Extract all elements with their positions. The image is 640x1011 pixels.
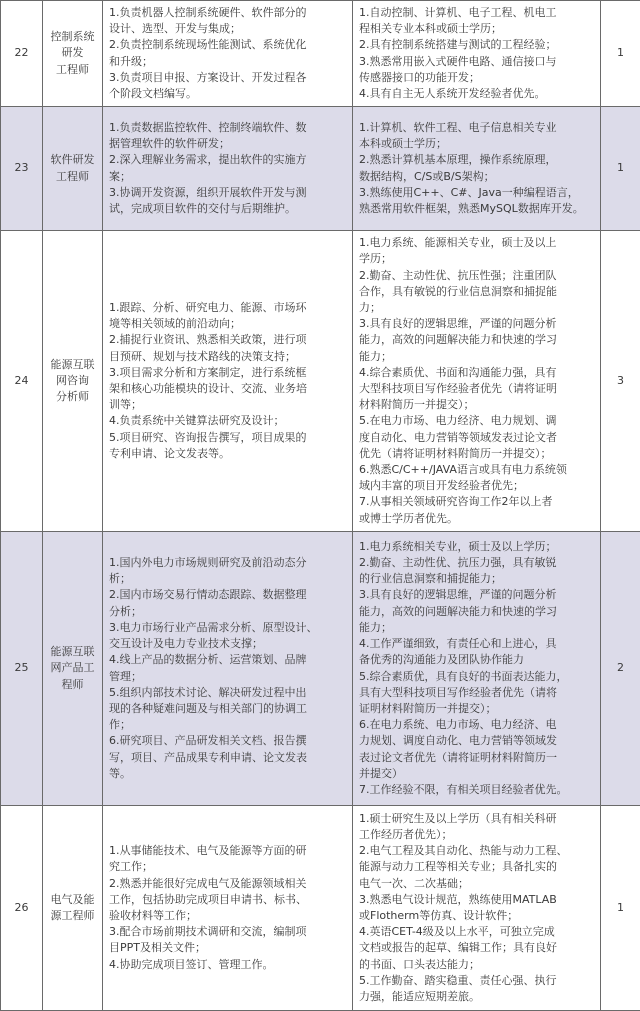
requirement-line: 或博士学历者优先。 xyxy=(359,511,458,525)
position-title-line: 控制系统 xyxy=(50,30,95,44)
requirement-line: 能力，高效的问题解决能力和快速的学习 xyxy=(359,604,557,618)
requirement-line: 文档或报告的起草、编辑工作；具有良好 xyxy=(359,941,557,955)
position-title xyxy=(43,806,103,1011)
duty-line: 1.负责数据监控软件、控制终端软件、数 xyxy=(109,120,307,134)
duty-line: 1.从事储能技术、电气及能源等方面的研 xyxy=(109,844,307,858)
requirement-line: 1.电力系统相关专业，硕士及以上学历； xyxy=(359,539,557,553)
requirement-line: 材料附简历一并提交）； xyxy=(359,398,475,412)
requirement-line: 5.在电力市场、电力经济、电力规划、调 xyxy=(359,414,557,428)
duty-line: 境等相关领域的前沿动向； xyxy=(109,317,241,331)
position-title-line: 网咨询 xyxy=(56,373,89,387)
requirement-line: 2.勤奋、主动性优、抗压性强；注重团队 xyxy=(359,268,557,282)
duty-line: 架和核心功能模块的设计、交流、业务培 xyxy=(109,382,307,395)
job-duties xyxy=(103,1,353,107)
duty-line: 据管理软件的软件研发； xyxy=(109,137,230,151)
requirement-line: 的行业信息洞察和捕捉能力； xyxy=(359,572,502,586)
position-title-line: 程师 xyxy=(61,677,84,691)
duty-line: 作； xyxy=(109,718,131,732)
duty-line: 案； xyxy=(109,169,131,183)
duty-line: 试，完成项目软件的交付与后期维护。 xyxy=(109,201,296,215)
duty-line: 究工作； xyxy=(109,860,153,874)
table-row xyxy=(1,806,640,1011)
requirement-line: 1.自动控制、计算机、电子工程、机电工 xyxy=(359,5,557,19)
requirement-line: 2.熟悉计算机基本原理，操作系统原理， xyxy=(359,153,557,167)
duty-line: 4.负责系统中关键算法研究及设计； xyxy=(109,414,285,428)
position-title-line: 分析师 xyxy=(56,390,89,404)
job-table-body xyxy=(1,1,640,1011)
duty-line: 1.跟踪、分析、研究电力、能源、市场环 xyxy=(109,300,307,314)
requirement-line: 能力，高效的问题解决能力和快速的学习 xyxy=(359,333,557,347)
requirement-line: 的书面、口头表达能力； xyxy=(359,957,480,971)
requirement-line: 4.工作严谨细致，有责任心和上进心，具 xyxy=(359,637,557,651)
duty-line: 和升级； xyxy=(109,54,153,68)
requirement-line: 1.计算机、软件工程、电子信息相关专业 xyxy=(359,120,557,134)
requirement-line: 3.熟悉常用嵌入式硬件电路、通信接口与 xyxy=(359,54,557,68)
job-requirements xyxy=(353,107,601,231)
requirement-line: 电气一次、二次基础； xyxy=(359,876,469,890)
requirement-line: 力； xyxy=(359,300,381,314)
duty-line: 等。 xyxy=(109,766,131,780)
requirement-line: 2.电气工程及其自动化、热能与动力工程、 xyxy=(359,844,568,858)
position-title-line: 软件研发 xyxy=(50,153,95,167)
position-title xyxy=(43,1,103,107)
duty-line: 2.捕捉行业资讯、熟悉相关政策，进行项 xyxy=(109,333,307,347)
duty-line: 4.协助完成项目签订、管理工作。 xyxy=(109,957,274,971)
requirement-line: 1.电力系统、能源相关专业，硕士及以上 xyxy=(359,236,557,250)
requirement-line: 力规划、调度自动化、电力营销等领域发 xyxy=(359,734,557,748)
row-number: 23 xyxy=(1,107,43,231)
row-number: 25 xyxy=(1,532,43,806)
table-row xyxy=(1,532,640,806)
requirement-line: 学历； xyxy=(359,252,392,266)
duty-line: 管理； xyxy=(109,669,142,683)
position-title-line: 源工程师 xyxy=(50,909,95,922)
requirement-line: 3.具有良好的逻辑思维，严谨的问题分析 xyxy=(359,317,557,331)
duty-line: 个阶段文档编写。 xyxy=(109,86,197,100)
requirement-line: 6.熟悉C/C++/JAVA语言或具有电力系统领 xyxy=(359,463,567,477)
headcount: 1 xyxy=(601,107,640,231)
requirement-line: 3.熟悉电气设计规范，熟练使用MATLAB xyxy=(359,892,557,906)
position-title xyxy=(43,107,103,231)
requirement-line: 3.具有良好的逻辑思维，严谨的问题分析 xyxy=(359,588,557,602)
duty-line: 6.研究项目、产品研发相关文档、报告撰 xyxy=(109,734,307,748)
duty-line: 2.负责控制系统现场性能测试、系统优化 xyxy=(109,38,307,52)
requirement-line: 熟悉常用软件框架，熟悉MySQL数据库开发。 xyxy=(359,201,584,215)
position-title-line: 网产品工 xyxy=(50,661,95,675)
position-title xyxy=(43,231,103,532)
requirement-line: 4.英语CET-4级及以上水平，可独立完成 xyxy=(359,925,555,939)
duty-line: 交互设计及电力专业技术支撑； xyxy=(109,637,263,651)
position-title-line: 能源互联 xyxy=(50,357,95,371)
requirement-line: 或Flotherm等仿真、设计软件； xyxy=(359,909,519,922)
duty-line: 3.配合市场前期技术调研和交流，编制项 xyxy=(109,925,307,939)
duty-line: 2.熟悉并能很好完成电气及能源领域相关 xyxy=(109,876,307,890)
duty-line: 4.线上产品的数据分析、运营策划、品牌 xyxy=(109,653,307,667)
duty-line: 目预研、规划与技术路线的决策支持； xyxy=(109,349,296,363)
duty-line: 2.国内市场交易行情动态跟踪、数据整理 xyxy=(109,588,307,602)
job-duties xyxy=(103,231,353,532)
duty-line: 设计、选型、开发与集成； xyxy=(109,22,241,36)
duty-line: 工作，包括协助完成项目申请书、标书、 xyxy=(109,892,307,906)
requirement-line: 传感器接口的功能开发； xyxy=(359,70,480,84)
requirement-line: 数据结构，C/S或B/S架构； xyxy=(359,169,495,183)
requirement-line: 表过论文者优先（请将证明材料附简历一 xyxy=(359,750,557,764)
requirement-line: 并提交） xyxy=(359,766,403,780)
duty-line: 现的各种疑难问题及与相关部门的协调工 xyxy=(109,701,307,715)
job-requirements xyxy=(353,806,601,1011)
requirement-line: 6.在电力系统、电力市场、电力经济、电 xyxy=(359,718,557,732)
job-requirements xyxy=(353,1,601,107)
position-title-line: 工程师 xyxy=(56,169,89,183)
row-number: 26 xyxy=(1,806,43,1011)
requirement-line: 2.勤奋、主动性优、抗压力强，具有敏锐 xyxy=(359,556,557,570)
requirement-line: 度自动化、电力营销等领域发表过论文者 xyxy=(359,430,557,444)
duty-line: 5.组织内部技术讨论、解决研发过程中出 xyxy=(109,685,307,699)
requirement-line: 大型科技项目写作经验者优先（请将证明 xyxy=(359,382,557,395)
requirement-line: 本科或硕士学历； xyxy=(359,137,447,151)
duty-line: 3.项目需求分析和方案制定，进行系统框 xyxy=(109,365,307,379)
requirement-line: 2.具有控制系统搭建与测试的工程经验； xyxy=(359,38,557,52)
requirement-line: 程相关专业本科或硕士学历； xyxy=(359,22,502,36)
duty-line: 分析； xyxy=(109,604,142,618)
position-title-line: 电气及能 xyxy=(50,892,95,906)
duty-line: 2.深入理解业务需求，提出软件的实施方 xyxy=(109,153,307,167)
table-row xyxy=(1,107,640,231)
duty-line: 专利申请、论文发表等。 xyxy=(109,446,230,460)
job-duties xyxy=(103,532,353,806)
position-title-line: 研发 xyxy=(61,46,84,60)
headcount: 1 xyxy=(601,806,640,1011)
table-row xyxy=(1,1,640,107)
requirement-line: 合作，具有敏锐的行业信息洞察和捕捉能 xyxy=(359,284,557,298)
requirement-line: 4.具有自主无人系统开发经验者优先。 xyxy=(359,86,546,100)
position-title-line: 能源互联 xyxy=(50,645,95,659)
position-title xyxy=(43,532,103,806)
duty-line: 目PPT及相关文件； xyxy=(109,941,206,955)
requirement-line: 力强，能适应短期差旅。 xyxy=(359,990,480,1004)
duty-line: 写，项目、产品成果专利申请、论文发表 xyxy=(109,750,307,764)
row-number: 24 xyxy=(1,231,43,532)
headcount: 2 xyxy=(601,532,640,806)
position-title-line: 工程师 xyxy=(56,62,89,76)
headcount: 1 xyxy=(601,1,640,107)
requirement-line: 具有大型科技项目写作经验者优先（请将 xyxy=(359,685,557,699)
requirement-line: 能力； xyxy=(359,620,392,634)
duty-line: 3.负责项目申报、方案设计、开发过程各 xyxy=(109,70,307,84)
requirement-line: 7.工作经验不限，有相关项目经验者优先。 xyxy=(359,782,568,796)
requirement-line: 优先（请将证明材料附简历一并提交）； xyxy=(359,446,552,460)
requirement-line: 5.综合素质优，具有良好的书面表达能力， xyxy=(359,669,568,683)
duty-line: 1.负责机器人控制系统硬件、软件部分的 xyxy=(109,5,307,19)
requirement-line: 域内丰富的项目开发经验者优先； xyxy=(359,479,524,493)
job-requirements xyxy=(353,532,601,806)
job-duties xyxy=(103,806,353,1011)
requirement-line: 3.熟练使用C++、C#、Java一种编程语言， xyxy=(359,185,579,199)
headcount: 3 xyxy=(601,231,640,532)
duty-line: 5.项目研究、咨询报告撰写，项目成果的 xyxy=(109,430,307,444)
requirement-line: 4.综合素质优、书面和沟通能力强，具有 xyxy=(359,365,557,379)
requirement-line: 备优秀的沟通能力及团队协作能力 xyxy=(359,653,524,667)
requirement-line: 7.从事相关领域研究咨询工作2年以上者 xyxy=(359,495,553,509)
requirement-line: 5.工作勤奋、踏实稳重、责任心强、执行 xyxy=(359,973,557,987)
requirement-line: 能力； xyxy=(359,349,392,363)
job-requirements xyxy=(353,231,601,532)
duty-line: 1.国内外电力市场规则研究及前沿动态分 xyxy=(109,556,307,570)
table-row xyxy=(1,231,640,532)
duty-line: 训等； xyxy=(109,398,142,412)
duty-line: 3.电力市场行业产品需求分析、原型设计、 xyxy=(109,620,318,634)
row-number: 22 xyxy=(1,1,43,107)
job-duties xyxy=(103,107,353,231)
duty-line: 验收材料等工作； xyxy=(109,909,197,922)
duty-line: 析； xyxy=(109,572,131,586)
requirement-line: 工作经历者优先）； xyxy=(359,827,453,841)
requirement-line: 能源与动力工程等相关专业；具备扎实的 xyxy=(359,860,557,874)
requirement-line: 1.硕士研究生及以上学历（具有相关科研 xyxy=(359,811,557,825)
duty-line: 3.协调开发资源，组织开展软件开发与测 xyxy=(109,185,307,199)
requirement-line: 证明材料附简历一并提交）； xyxy=(359,701,497,715)
